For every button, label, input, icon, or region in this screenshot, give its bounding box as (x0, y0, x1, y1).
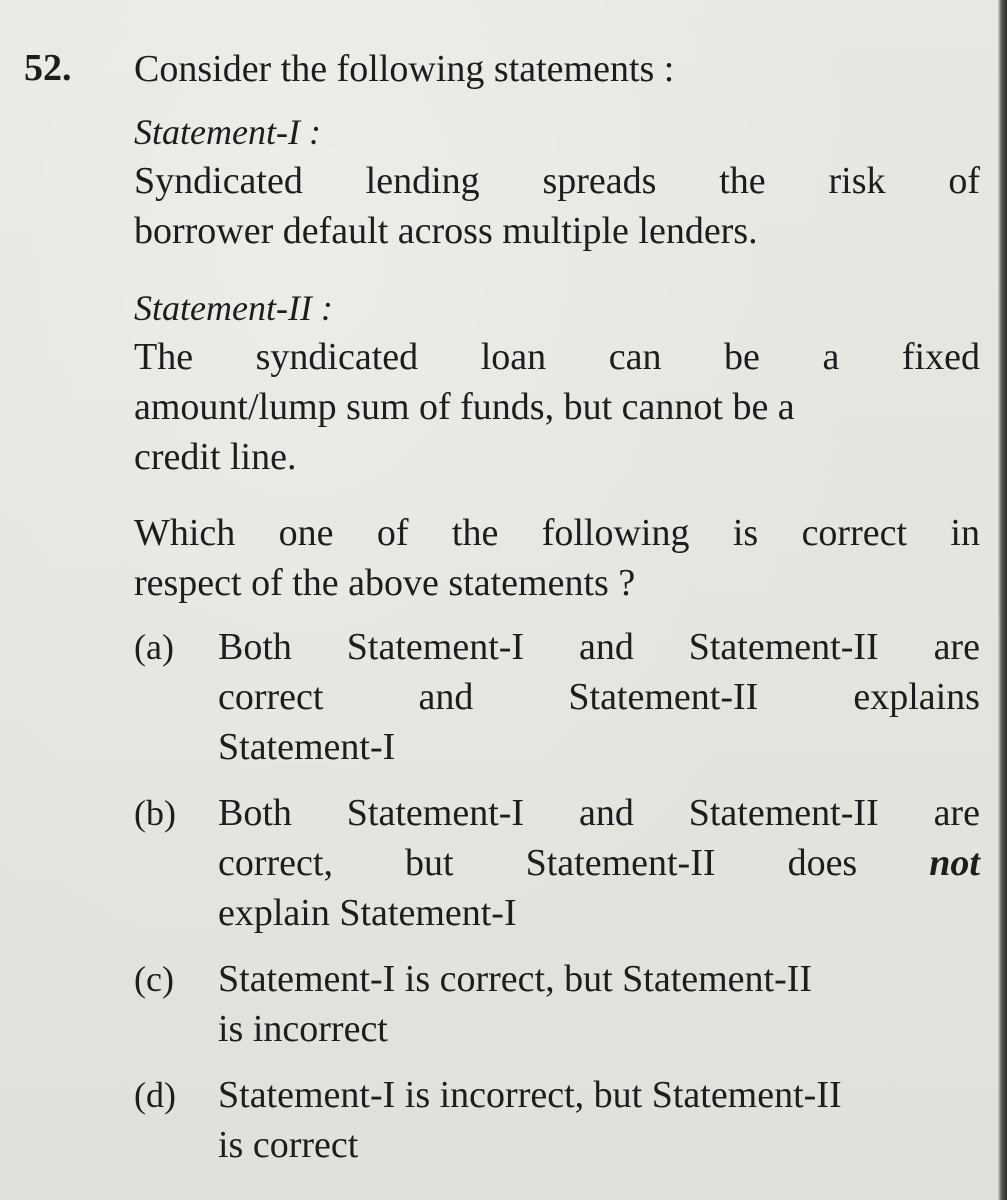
option-c[interactable] (134, 954, 980, 1054)
word: the (451, 512, 499, 554)
word: in (950, 512, 980, 554)
word: following (541, 512, 690, 554)
word: Statement-II (688, 626, 879, 668)
question-number: 52. (24, 47, 72, 89)
word: Which (134, 512, 236, 554)
word: of (376, 512, 409, 554)
statement-2-line-3: credit line. (134, 436, 297, 478)
option-b[interactable] (134, 788, 980, 938)
option-a[interactable] (134, 622, 980, 772)
option-d-label: (d) (134, 1075, 176, 1115)
word: syndicated (255, 336, 419, 378)
statement-2-heading: Statement-II : (134, 288, 333, 328)
option-b-line-3: explain Statement-I (218, 892, 517, 934)
question-intro: Consider the following statements : (134, 48, 675, 90)
word: Statement-II (688, 792, 879, 834)
option-c-line-2: is incorrect (218, 1008, 388, 1050)
word: does (787, 842, 858, 884)
word: and (578, 626, 634, 668)
word: Statement-I (346, 792, 525, 834)
option-d[interactable] (134, 1070, 980, 1170)
word: are (933, 792, 980, 834)
option-a-line-2 (218, 672, 980, 722)
word: but (405, 842, 454, 884)
word: explains (853, 676, 980, 718)
prompt-line-1 (134, 508, 980, 558)
statement-1-heading: Statement-I : (134, 112, 321, 152)
word: Statement-I (346, 626, 525, 668)
word: is (732, 512, 759, 554)
word: Both (218, 626, 292, 668)
option-d-line-1: Statement-I is incorrect, but Statement-II (218, 1074, 842, 1116)
word: The (134, 336, 194, 378)
word: Statement-II (525, 842, 716, 884)
statement-1-line-2: borrower default across multiple lenders. (134, 210, 758, 252)
word: spreads (542, 160, 657, 202)
option-a-label: (a) (134, 627, 174, 667)
word: be (724, 336, 760, 378)
word: fixed (901, 336, 980, 378)
word: one (278, 512, 334, 554)
option-c-label: (c) (134, 959, 174, 999)
word: correct (801, 512, 908, 554)
emphasis-not: not (929, 842, 980, 884)
statement-2-line-1 (134, 332, 980, 382)
word: Syndicated (134, 160, 303, 202)
word: of (948, 160, 980, 202)
option-a-line-1 (218, 622, 980, 672)
word: lending (365, 160, 480, 202)
word: correct (218, 676, 324, 718)
option-d-line-2: is correct (218, 1124, 359, 1166)
question-body (134, 44, 980, 1170)
word: Both (218, 792, 292, 834)
word: risk (828, 160, 886, 202)
word: loan (480, 336, 547, 378)
word: a (822, 336, 840, 378)
option-b-label: (b) (134, 793, 176, 833)
word: are (933, 626, 980, 668)
prompt-line-2: respect of the above statements ? (134, 562, 636, 604)
word: the (719, 160, 766, 202)
word: Statement-II (568, 676, 759, 718)
option-c-line-1: Statement-I is correct, but Statement-II (218, 958, 813, 1000)
option-b-line-2 (218, 838, 980, 888)
option-a-line-3: Statement-I (218, 726, 396, 768)
word: and (418, 676, 474, 718)
page-binding-edge (998, 0, 1007, 1200)
statement-1-line-1 (134, 156, 980, 206)
word: and (578, 792, 634, 834)
word: correct, (218, 842, 333, 884)
statement-2-line-2: amount/lump sum of funds, but cannot be a (134, 386, 795, 428)
option-b-line-1 (218, 788, 980, 838)
word: can (608, 336, 662, 378)
